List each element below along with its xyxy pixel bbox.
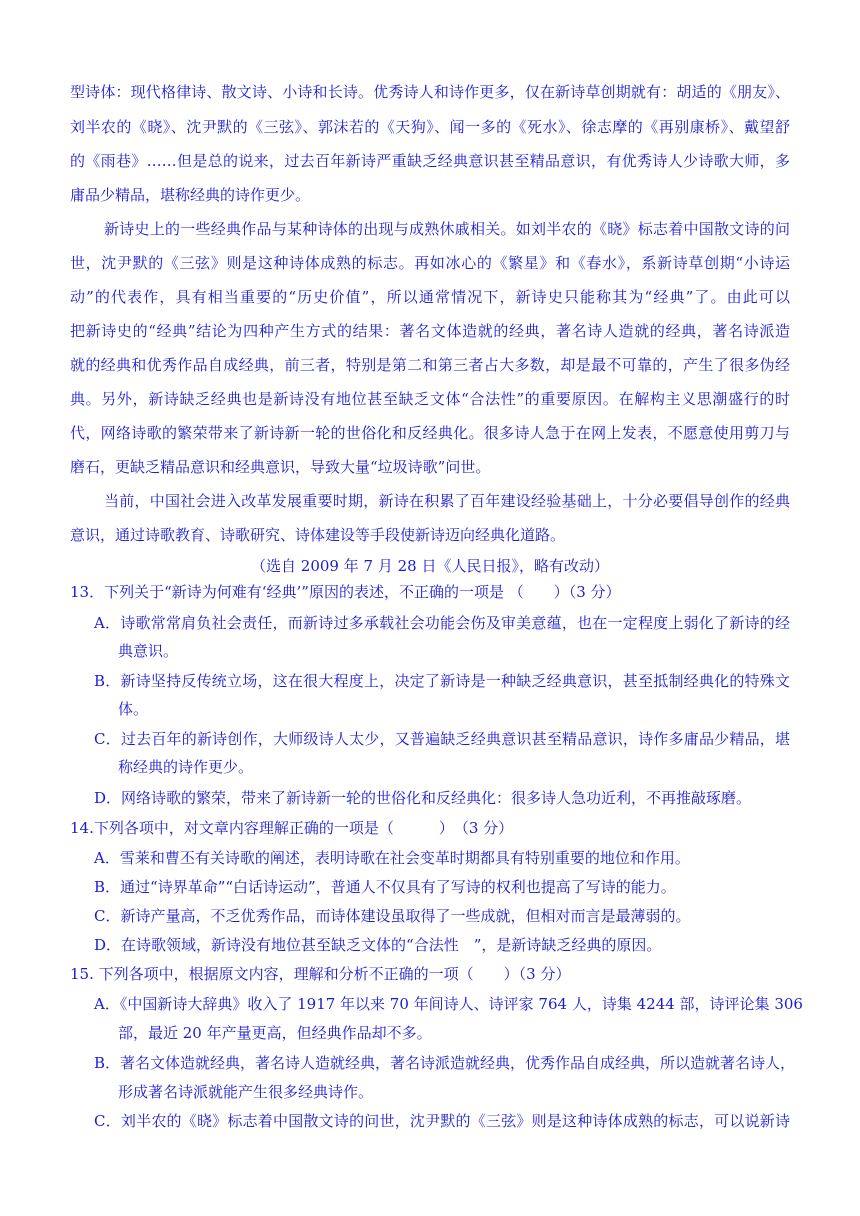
paragraph-2-line-3: 动”的代表作，具有相当重要的“历史价值”，所以通常情况下，新诗史只能称其为“经典”了。由此可以 bbox=[70, 288, 790, 306]
question-15-option-a-line-2: 部，最近 20 年产量更高，但经典作品却不多。 bbox=[118, 1024, 432, 1042]
question-15-option-b-line-1: B．著名文体造就经典，著名诗人造就经典，著名诗派造就经典，优秀作品自成经典，所以造就著名诗人， bbox=[94, 1054, 796, 1072]
question-13-option-c-line-1: C．过去百年的新诗创作，大师级诗人太少，又普遍缺乏经典意识甚至精品意识，诗作多庸品少精品，堪 bbox=[94, 730, 790, 748]
question-13-option-a-line-2: 典意识。 bbox=[118, 642, 179, 660]
question-13-option-b-line-2: 体。 bbox=[118, 700, 149, 718]
paragraph-3-line-1: 当前，中国社会进入改革发展重要时期，新诗在积累了百年建设经验基础上，十分必要倡导创作的经典 bbox=[104, 492, 790, 510]
question-15-option-c-line-1: C．刘半农的《晓》标志着中国散文诗的问世，沈尹默的《三弦》则是这种诗体成熟的标志，可以说新诗 bbox=[94, 1112, 790, 1130]
paragraph-2-line-2: 世，沈尹默的《三弦》则是这种诗体成熟的标志。再如冰心的《繁星》和《春水》，系新诗草创期“小诗运 bbox=[70, 254, 790, 272]
question-14-option-c: C．新诗产量高，不乏优秀作品，而诗体建设虽取得了一些成就，但相对而言是最薄弱的。 bbox=[94, 907, 691, 925]
paragraph-2-line-4: 把新诗史的“经典”结论为四种产生方式的结果：著名文体造就的经典，著名诗人造就的经典，著名诗派造 bbox=[70, 322, 790, 340]
paragraph-1-line-1: 型诗体：现代格律诗、散文诗、小诗和长诗。优秀诗人和诗作更多，仅在新诗草创期就有：胡适的《朋友》、 bbox=[70, 83, 790, 101]
paragraph-2-line-5: 就的经典和优秀作品自成经典，前三者，特别是第二和第三者占大多数，却是最不可靠的，产生了很多伪经 bbox=[70, 356, 790, 374]
question-15-option-a-line-1: A．《中国新诗大辞典》收入了 1917 年以来 70 年间诗人、诗评家 764 人，诗集 4244 部，诗评论集 306 bbox=[94, 995, 803, 1013]
question-14-option-a: A．雪莱和曹丕有关诗歌的阐述，表明诗歌在社会变革时期都具有特别重要的地位和作用。 bbox=[94, 849, 690, 867]
question-14-option-d: D．在诗歌领域，新诗没有地位甚至缺乏文体的“合法性 ”，是新诗缺乏经典的原因。 bbox=[94, 936, 662, 954]
paragraph-2-line-1: 新诗史上的一些经典作品与某种诗体的出现与成熟休戚相关。如刘半农的《晓》标志着中国散文诗的问 bbox=[104, 220, 790, 238]
paragraph-1-line-4: 庸品少精品，堪称经典的诗作更少。 bbox=[70, 186, 311, 204]
question-15-option-b-line-2: 形成著名诗派就能产生很多经典诗作。 bbox=[118, 1083, 374, 1101]
question-14-option-b: B．通过“诗界革命”“白话诗运动”，普通人不仅具有了写诗的权利也提高了写诗的能力。 bbox=[94, 878, 676, 896]
paragraph-2-line-7: 代，网络诗歌的繁荣带来了新诗新一轮的世俗化和反经典化。很多诗人急于在网上发表，不愿意使用剪刀与 bbox=[70, 424, 790, 442]
question-15-stem: 15. 下列各项中，根据原文内容，理解和分析不正确的一项（ ）（3 分） bbox=[70, 965, 571, 983]
question-13-stem: 13．下列关于“新诗为何难有‘经典’”原因的表述，不正确的一项是 （ ）（3 分） bbox=[70, 583, 621, 601]
question-13-option-c-line-2: 称经典的诗作更少。 bbox=[118, 758, 254, 776]
paragraph-1-line-2: 刘半农的《晓》、沈尹默的《三弦》、郭沫若的《天狗》、闻一多的《死水》、徐志摩的《再别康桥》、戴望舒 bbox=[70, 118, 790, 136]
question-13-option-a-line-1: A．诗歌常常肩负社会责任，而新诗过多承载社会功能会伤及审美意蕴，也在一定程度上弱化了新诗的经 bbox=[94, 614, 790, 632]
paragraph-2-line-8: 磨石，更缺乏精品意识和经典意识，导致大量“垃圾诗歌”问世。 bbox=[70, 458, 491, 476]
paragraph-2-line-6: 典。另外，新诗缺乏经典也是新诗没有地位甚至缺乏文体“合法性”的重要原因。在解构主义思潮盛行的时 bbox=[70, 390, 790, 408]
paragraph-1-line-3: 的《雨巷》……但是总的说来，过去百年新诗严重缺乏经典意识甚至精品意识，有优秀诗人少诗歌大师，多 bbox=[70, 152, 790, 170]
question-13-option-d: D．网络诗歌的繁荣，带来了新诗新一轮的世俗化和反经典化：很多诗人急功近利，不再推敲琢磨。 bbox=[94, 789, 752, 807]
paragraph-3-line-2: 意识，通过诗歌教育、诗歌研究、诗体建设等手段使新诗迈向经典化道路。 bbox=[70, 526, 566, 544]
question-14-stem: 14.下列各项中，对文章内容理解正确的一项是（ ） （3 分） bbox=[70, 819, 514, 837]
question-13-option-b-line-1: B．新诗坚持反传统立场，这在很大程度上，决定了新诗是一种缺乏经典意识，甚至抵制经典化的特殊文 bbox=[94, 672, 790, 690]
article-source: （选自 2009 年 7 月 28 日《人民日报》，略有改动） bbox=[251, 557, 609, 575]
